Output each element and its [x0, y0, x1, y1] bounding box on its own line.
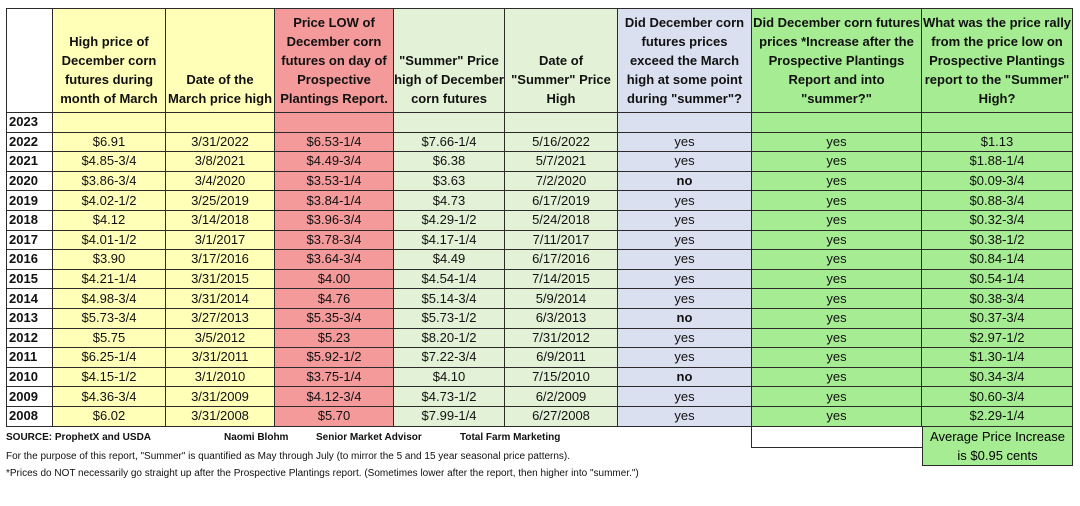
- march-high-cell: $4.21-1/4: [53, 269, 166, 289]
- header-march-high-date: Date of the March price high: [166, 9, 275, 113]
- march-high-cell: $5.75: [53, 328, 166, 348]
- summer-high-cell: $4.73-1/2: [394, 387, 505, 407]
- exceed-march-cell: yes: [618, 210, 752, 230]
- table-row: [7, 210, 1073, 230]
- march-high-cell: $5.73-3/4: [53, 308, 166, 328]
- march-high-date-cell: [166, 113, 275, 133]
- march-high-cell: $4.36-3/4: [53, 387, 166, 407]
- header-price-rally: What was the price rally from the price low on Prospective Plantings report to the "Summer" High?: [922, 9, 1073, 113]
- summer-high-cell: $4.17-1/4: [394, 230, 505, 250]
- planting-low-cell: $5.35-3/4: [275, 308, 394, 328]
- increase-cell: yes: [752, 289, 922, 309]
- price-rally-cell: $0.60-3/4: [922, 387, 1073, 407]
- year-cell: 2018: [7, 210, 53, 230]
- summer-high-cell: $5.14-3/4: [394, 289, 505, 309]
- planting-low-cell: $4.49-3/4: [275, 152, 394, 172]
- planting-low-cell: $3.53-1/4: [275, 171, 394, 191]
- planting-low-cell: $6.53-1/4: [275, 132, 394, 152]
- price-rally-cell: $2.97-1/2: [922, 328, 1073, 348]
- march-high-cell: $6.25-1/4: [53, 348, 166, 368]
- table-row: [7, 328, 1073, 348]
- header-summer-high-date: Date of "Summer" Price High: [505, 9, 618, 113]
- price-rally-cell: $0.54-1/4: [922, 269, 1073, 289]
- year-cell: 2016: [7, 250, 53, 270]
- summer-high-date-cell: 5/9/2014: [505, 289, 618, 309]
- march-high-date-cell: 3/8/2021: [166, 152, 275, 172]
- planting-low-cell: $5.92-1/2: [275, 348, 394, 368]
- summer-high-cell: $7.99-1/4: [394, 406, 505, 426]
- march-high-cell: $4.01-1/2: [53, 230, 166, 250]
- table-row: [7, 348, 1073, 368]
- summer-high-cell: $4.73: [394, 191, 505, 211]
- summer-high-cell: $6.38: [394, 152, 505, 172]
- march-high-date-cell: 3/31/2014: [166, 289, 275, 309]
- table-row: [7, 367, 1073, 387]
- march-high-date-cell: 3/31/2009: [166, 387, 275, 407]
- table-body: [7, 113, 1073, 427]
- increase-cell: yes: [752, 348, 922, 368]
- year-cell: 2009: [7, 387, 53, 407]
- planting-low-cell: $3.84-1/4: [275, 191, 394, 211]
- summer-high-date-cell: 7/31/2012: [505, 328, 618, 348]
- exceed-march-cell: yes: [618, 230, 752, 250]
- increase-cell: yes: [752, 387, 922, 407]
- march-high-date-cell: 3/4/2020: [166, 171, 275, 191]
- exceed-march-cell: no: [618, 171, 752, 191]
- march-high-cell: $4.02-1/2: [53, 191, 166, 211]
- summer-high-date-cell: 6/27/2008: [505, 406, 618, 426]
- increase-cell: [752, 113, 922, 133]
- planting-low-cell: $5.23: [275, 328, 394, 348]
- increase-cell: yes: [752, 328, 922, 348]
- exceed-march-cell: yes: [618, 191, 752, 211]
- summer-high-date-cell: [505, 113, 618, 133]
- table-row: [7, 406, 1073, 426]
- year-cell: 2014: [7, 289, 53, 309]
- exceed-march-cell: [618, 113, 752, 133]
- summer-high-cell: $4.54-1/4: [394, 269, 505, 289]
- exceed-march-cell: no: [618, 367, 752, 387]
- increase-cell: yes: [752, 152, 922, 172]
- exceed-march-cell: yes: [618, 250, 752, 270]
- footer-box-increase: [751, 426, 923, 448]
- price-rally-cell: $1.30-1/4: [922, 348, 1073, 368]
- table-row: [7, 152, 1073, 172]
- summer-high-cell: $5.73-1/2: [394, 308, 505, 328]
- exceed-march-cell: yes: [618, 269, 752, 289]
- year-cell: 2017: [7, 230, 53, 250]
- summer-high-date-cell: 6/9/2011: [505, 348, 618, 368]
- table-row: [7, 387, 1073, 407]
- average-line-1: Average Price Increase: [930, 429, 1065, 444]
- price-rally-cell: $1.13: [922, 132, 1073, 152]
- summer-high-date-cell: 6/2/2009: [505, 387, 618, 407]
- march-high-date-cell: 3/1/2017: [166, 230, 275, 250]
- price-rally-cell: $0.34-3/4: [922, 367, 1073, 387]
- summer-high-cell: $7.66-1/4: [394, 132, 505, 152]
- table-row: [7, 171, 1073, 191]
- source-label: SOURCE: ProphetX and USDA: [6, 432, 152, 443]
- header-planting-low: Price LOW of December corn futures on day of Prospective Plantings Report.: [275, 9, 394, 113]
- summer-high-cell: $3.63: [394, 171, 505, 191]
- exceed-march-cell: yes: [618, 289, 752, 309]
- exceed-march-cell: yes: [618, 348, 752, 368]
- summer-high-cell: $7.22-3/4: [394, 348, 505, 368]
- year-cell: 2022: [7, 132, 53, 152]
- march-high-cell: $4.98-3/4: [53, 289, 166, 309]
- march-high-date-cell: 3/17/2016: [166, 250, 275, 270]
- price-rally-cell: $0.37-3/4: [922, 308, 1073, 328]
- year-cell: 2020: [7, 171, 53, 191]
- summer-high-date-cell: 5/7/2021: [505, 152, 618, 172]
- year-cell: 2013: [7, 308, 53, 328]
- summer-high-cell: $4.10: [394, 367, 505, 387]
- summer-high-date-cell: 6/17/2019: [505, 191, 618, 211]
- planting-low-cell: $4.76: [275, 289, 394, 309]
- march-high-cell: $4.85-3/4: [53, 152, 166, 172]
- table-row: [7, 132, 1073, 152]
- march-high-cell: $4.12: [53, 210, 166, 230]
- table-row: [7, 308, 1073, 328]
- march-high-cell: $3.86-3/4: [53, 171, 166, 191]
- year-cell: 2011: [7, 348, 53, 368]
- year-cell: 2010: [7, 367, 53, 387]
- summer-high-date-cell: 6/3/2013: [505, 308, 618, 328]
- average-increase-box: [922, 426, 1073, 466]
- increase-cell: yes: [752, 367, 922, 387]
- price-rally-cell: [922, 113, 1073, 133]
- price-rally-cell: $0.38-3/4: [922, 289, 1073, 309]
- price-rally-cell: $0.09-3/4: [922, 171, 1073, 191]
- summer-high-date-cell: 5/16/2022: [505, 132, 618, 152]
- march-high-date-cell: 3/31/2011: [166, 348, 275, 368]
- author-name: Naomi Blohm: [224, 432, 289, 443]
- planting-low-cell: $3.78-3/4: [275, 230, 394, 250]
- year-cell: 2008: [7, 406, 53, 426]
- increase-cell: yes: [752, 269, 922, 289]
- summer-high-cell: $4.29-1/2: [394, 210, 505, 230]
- corn-futures-table: [6, 8, 1073, 427]
- march-high-date-cell: 3/1/2010: [166, 367, 275, 387]
- company-name: Total Farm Marketing: [460, 432, 561, 443]
- author-role: Senior Market Advisor: [316, 432, 422, 443]
- exceed-march-cell: yes: [618, 152, 752, 172]
- increase-cell: yes: [752, 406, 922, 426]
- summer-high-date-cell: 7/2/2020: [505, 171, 618, 191]
- summer-high-date-cell: 6/17/2016: [505, 250, 618, 270]
- table-row: [7, 289, 1073, 309]
- exceed-march-cell: yes: [618, 328, 752, 348]
- table-row: [7, 250, 1073, 270]
- march-high-date-cell: 3/25/2019: [166, 191, 275, 211]
- header-row: [7, 9, 1073, 113]
- increase-cell: yes: [752, 250, 922, 270]
- header-summer-high: "Summer" Price high of December corn futures: [394, 9, 505, 113]
- increase-cell: yes: [752, 132, 922, 152]
- march-high-date-cell: 3/5/2012: [166, 328, 275, 348]
- increase-cell: yes: [752, 171, 922, 191]
- march-high-date-cell: 3/31/2008: [166, 406, 275, 426]
- header-increase: Did December corn futures prices *Increase after the Prospective Plantings Report and into "summer?": [752, 9, 922, 113]
- summer-high-date-cell: 7/11/2017: [505, 230, 618, 250]
- summer-high-date-cell: 7/14/2015: [505, 269, 618, 289]
- summer-high-cell: $8.20-1/2: [394, 328, 505, 348]
- planting-low-cell: $4.12-3/4: [275, 387, 394, 407]
- table-row: [7, 230, 1073, 250]
- average-line-2: is $0.95 cents: [957, 448, 1038, 463]
- table-row: [7, 191, 1073, 211]
- note-summer-definition: For the purpose of this report, "Summer" is quantified as May through July (to mirror the 5 and 15 year seasonal price patterns).: [6, 451, 571, 462]
- march-high-date-cell: 3/31/2022: [166, 132, 275, 152]
- exceed-march-cell: no: [618, 308, 752, 328]
- planting-low-cell: $3.64-3/4: [275, 250, 394, 270]
- table-row: [7, 269, 1073, 289]
- year-cell: 2012: [7, 328, 53, 348]
- march-high-cell: $3.90: [53, 250, 166, 270]
- year-cell: 2015: [7, 269, 53, 289]
- year-cell: 2019: [7, 191, 53, 211]
- price-rally-cell: $0.32-3/4: [922, 210, 1073, 230]
- increase-cell: yes: [752, 308, 922, 328]
- price-rally-cell: $0.84-1/4: [922, 250, 1073, 270]
- march-high-date-cell: 3/14/2018: [166, 210, 275, 230]
- planting-low-cell: [275, 113, 394, 133]
- summer-high-date-cell: 7/15/2010: [505, 367, 618, 387]
- price-rally-cell: $2.29-1/4: [922, 406, 1073, 426]
- exceed-march-cell: yes: [618, 132, 752, 152]
- note-prices-disclaimer: *Prices do NOT necessarily go straight up after the Prospective Plantings report. (Sometimes lower after the report, then higher into "summer."): [6, 468, 639, 479]
- planting-low-cell: $5.70: [275, 406, 394, 426]
- summer-high-cell: [394, 113, 505, 133]
- price-rally-cell: $0.38-1/2: [922, 230, 1073, 250]
- summer-high-cell: $4.49: [394, 250, 505, 270]
- march-high-date-cell: 3/31/2015: [166, 269, 275, 289]
- increase-cell: yes: [752, 191, 922, 211]
- planting-low-cell: $3.75-1/4: [275, 367, 394, 387]
- march-high-cell: [53, 113, 166, 133]
- exceed-march-cell: yes: [618, 406, 752, 426]
- planting-low-cell: $3.96-3/4: [275, 210, 394, 230]
- planting-low-cell: $4.00: [275, 269, 394, 289]
- march-high-cell: $6.02: [53, 406, 166, 426]
- year-cell: 2023: [7, 113, 53, 133]
- march-high-cell: $6.91: [53, 132, 166, 152]
- march-high-date-cell: 3/27/2013: [166, 308, 275, 328]
- header-exceed-march: Did December corn futures prices exceed the March high at some point during "summer"?: [618, 9, 752, 113]
- header-march-high: High price of December corn futures during month of March: [53, 9, 166, 113]
- march-high-cell: $4.15-1/2: [53, 367, 166, 387]
- increase-cell: yes: [752, 230, 922, 250]
- increase-cell: yes: [752, 210, 922, 230]
- header-year: [7, 9, 53, 113]
- price-rally-cell: $1.88-1/4: [922, 152, 1073, 172]
- price-rally-cell: $0.88-3/4: [922, 191, 1073, 211]
- table-row: [7, 113, 1073, 133]
- summer-high-date-cell: 5/24/2018: [505, 210, 618, 230]
- exceed-march-cell: yes: [618, 387, 752, 407]
- year-cell: 2021: [7, 152, 53, 172]
